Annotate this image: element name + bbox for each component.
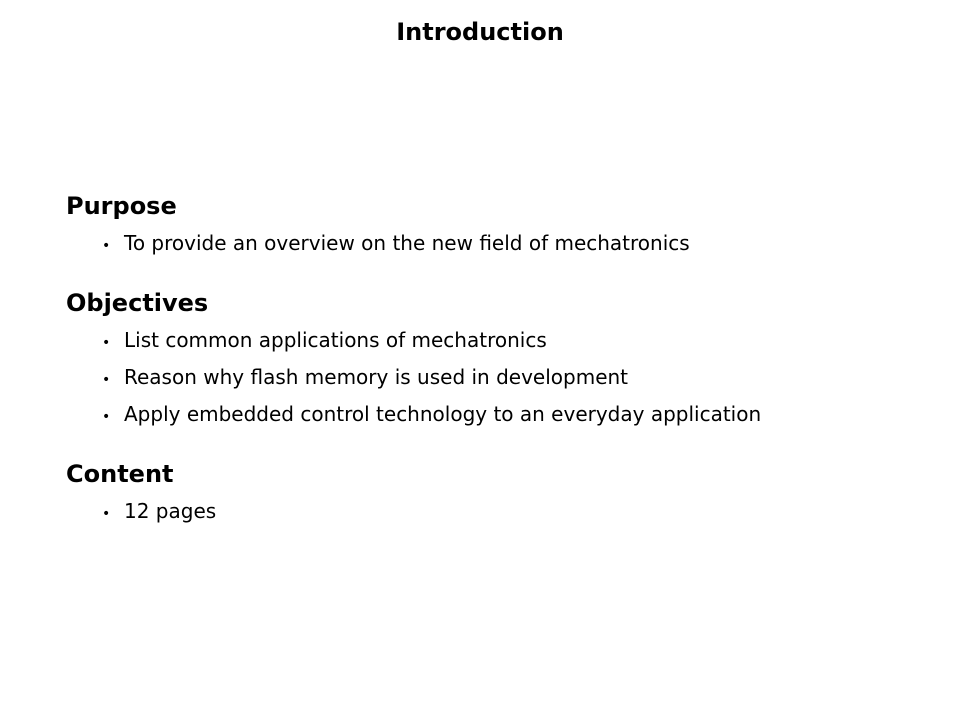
bullet-text: 12 pages — [124, 499, 217, 523]
bullet-text: To provide an overview on the new field of mechatronics — [124, 231, 690, 255]
list-item — [102, 494, 926, 531]
bullet-text: Reason why flash memory is used in development — [124, 365, 629, 389]
section-content — [66, 458, 926, 531]
bullet-text: List common applications of mechatronics — [124, 328, 547, 352]
list-item — [102, 360, 926, 397]
bullet-text: Apply embedded control technology to an everyday application — [124, 402, 762, 426]
bullet-icon: • — [102, 238, 111, 254]
slide-content — [66, 190, 926, 555]
list-item — [102, 226, 926, 263]
section-heading: Content — [66, 460, 174, 488]
bullet-icon: • — [102, 409, 111, 425]
bullet-list — [66, 323, 926, 434]
section-heading: Objectives — [66, 289, 209, 317]
section-heading: Purpose — [66, 192, 177, 220]
list-item — [102, 397, 926, 434]
bullet-list — [66, 226, 926, 263]
bullet-icon: • — [102, 372, 111, 388]
bullet-icon: • — [102, 506, 111, 522]
bullet-icon: • — [102, 335, 111, 351]
section-objectives — [66, 287, 926, 434]
section-purpose — [66, 190, 926, 263]
slide-title: Introduction — [396, 18, 564, 46]
bullet-list — [66, 494, 926, 531]
list-item — [102, 323, 926, 360]
